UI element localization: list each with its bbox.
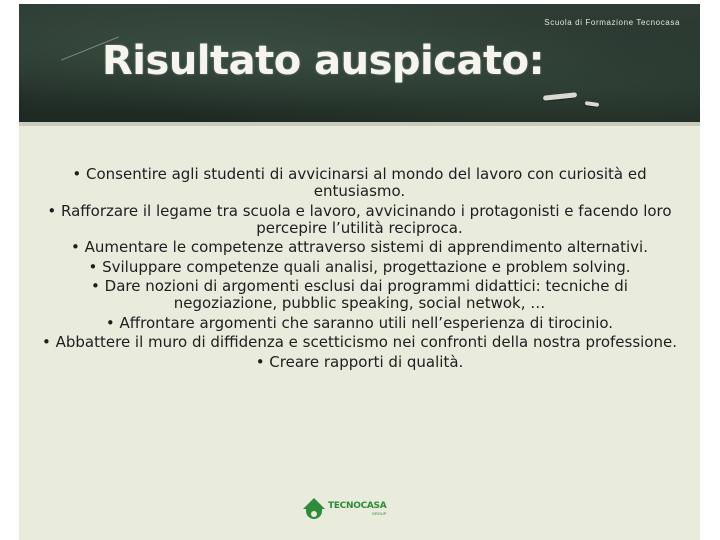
house-logo-icon: [303, 498, 325, 520]
slide: [19, 4, 700, 540]
chalk-stick-icon: [543, 92, 577, 101]
bullet-item: • Aumentare le competenze attraverso sistemi di apprendimento alternativi.: [71, 238, 648, 256]
bullet-item: • Creare rapporti di qualità.: [255, 352, 464, 371]
chalk-piece-icon: [585, 101, 599, 107]
bullet-item: • Abbattere il muro di diffidenza e scetticismo nei confronti della nostra professione.: [42, 333, 677, 351]
school-name: Scuola di Formazione Tecnocasa: [544, 18, 680, 27]
bullet-list: [41, 166, 678, 373]
logo-sub: GROUP: [371, 511, 387, 516]
bullet-item: • Sviluppare competenze quali analisi, progettazione e problem solving.: [88, 257, 631, 276]
chalkboard-header: [19, 4, 700, 126]
bullet-item: • Consentire agli studenti di avvicinarsi al mondo del lavoro con curiosità ed entusiasmo.: [72, 165, 647, 200]
bullet-item: • Rafforzare il legame tra scuola e lavoro, avvicinando i protagonisti e facendo loro percepire l’utilità reciproca.: [47, 201, 672, 237]
logo-text: [328, 502, 386, 516]
bullet-item: • Dare nozioni di argomenti esclusi dai programmi didattici: tecniche di negoziazione, pubblic speaking, social netwok, …: [91, 277, 628, 312]
slide-title: Risultato auspicato:: [102, 38, 545, 84]
logo-name: TECNOCASA: [328, 501, 387, 511]
bullet-item: • Affrontare argomenti che saranno utili nell’esperienza di tirocinio.: [105, 313, 614, 332]
tecnocasa-logo: [303, 498, 386, 520]
